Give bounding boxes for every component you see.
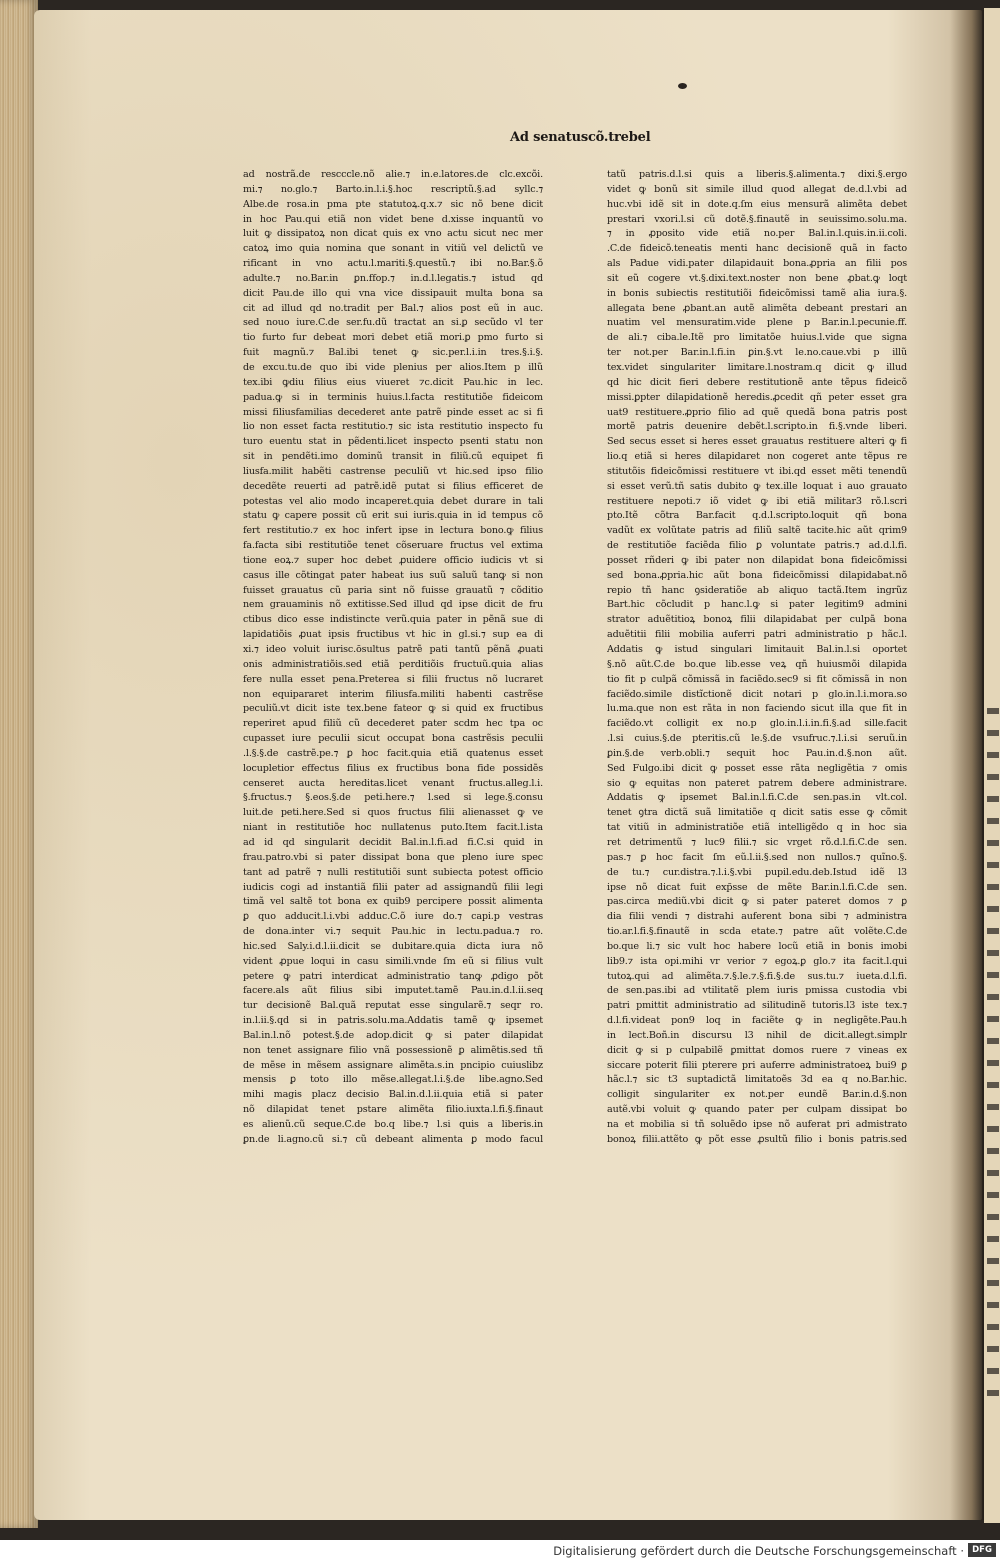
text-line: .l.§.§.de castrẽ.pe.⁊ ꝑ hoc facit.quia etiã quatenus esset: [243, 747, 543, 759]
text-line: mi.⁊ no.glo.⁊ Barto.in.l.i.§.hoc rescriptũ.§.ad syllc.⁊: [243, 183, 543, 195]
text-line: Sed secus esset si heres esset grauatus restituere alteri ꝙ fi: [607, 436, 907, 448]
text-line: sed nouo iure.C.de ser.fu.dũ tractat an si.ꝑ secũdo vl ter: [243, 317, 543, 329]
text-line: casus ille cõtingat pater habeat ius suũ saluũ tanꝙ si non: [243, 569, 543, 581]
text-line: lio non esset facta restitutio.⁊ sic ista restitutio inspecto fu: [243, 421, 543, 433]
text-line: timã vel saltẽ tot bona ex quib9 percipere possit alimenta: [243, 896, 543, 908]
text-line: tant ad patrẽ ⁊ nulli restitutiõi sunt subiecta potest officio: [243, 866, 543, 878]
text-line: fuit magnũ.⁊ Bal.ibi tenet ꝙ sic.per.l.i.in tres.§.i.§.: [243, 347, 543, 359]
text-line: tat vitiũ in administratiõe etiã intelligẽdo q in hoc sia: [607, 822, 907, 834]
text-line: si esset verũ.tñ satis dubito ꝙ tex.ille loquat i auo grauato: [607, 480, 907, 492]
text-line: potestas vel alio modo incaperet.quia debet durare in tali: [243, 495, 543, 507]
text-line: statu ꝙ capere possit cũ erit sui iuris.quia in id tempus cõ: [243, 510, 543, 522]
text-line: Bal.in.l.nõ potest.§.de adop.dicit ꝙ si pater dilapidat: [243, 1029, 543, 1041]
text-line: ꝑin.§.de verb.obli.⁊ sequit hoc Pau.in.d.§.non aũt.: [607, 747, 907, 759]
text-line: §.nõ aũt.C.de bo.que lib.esse veꝝ qñ huiusmõi dilapida: [607, 658, 907, 670]
text-line: strator aduẽtitioꝝ bonoꝝ filii dilapidabat per culpã bona: [607, 614, 907, 626]
text-line: frau.patro.vbi si pater dissipat bona que pleno iure spec: [243, 851, 543, 863]
text-line: iudicis cogi ad instantiã filii pater ad assignandũ filii legi: [243, 881, 543, 893]
text-line: sit in pendẽti.imo dominũ transit in filiũ.cũ equipet fi: [243, 451, 543, 463]
dfg-logo: DFG: [968, 1543, 996, 1557]
text-line: stitutõis fideicõmissi restituere vt ibi.qd esset mẽti tenendũ: [607, 465, 907, 477]
text-line: in.l.ii.§.qd si in patris.solu.ma.Addatis tamẽ ꝙ ipsemet: [243, 1015, 543, 1027]
text-line: Sed Fulgo.ibi dicit ꝙ posset esse rãta negligẽtia ⁊ omis: [607, 762, 907, 774]
text-line: lio.q etiã si heres dilapidaret non cogeret ante tẽpus re: [607, 451, 907, 463]
text-line: tatũ patris.d.l.si quis a liberis.§.alimenta.⁊ dixi.§.ergo: [607, 169, 907, 180]
text-line: patri pmittit administratio ad silitudinẽ tutoris.l3 iste tex.⁊: [607, 1000, 907, 1012]
text-line: dia filii vendi ⁊ distrahi auferent bona sibi ⁊ administra: [607, 911, 907, 923]
text-line: mortẽ patris deuenire debẽt.l.scripto.in fi.§.vnde liberi.: [607, 421, 907, 433]
text-line: siccare poterit filii pterere pri auferre administratoeꝝ bui9 ꝑ: [607, 1059, 907, 1071]
text-line: d.l.fi.videat pon9 loq in faciẽte ꝙ in negligẽte.Pau.h: [607, 1015, 907, 1027]
text-line: ret detrimentũ ⁊ luc9 filii.⁊ sic vrget rõ.d.l.fi.C.de sen.: [607, 836, 907, 848]
text-line: vident ꝓpue loqui in casu simili.vnde ſm eũ si filius vult: [243, 955, 543, 967]
text-line: petere ꝙ patri interdicat administratio tanꝙ ꝓdigo põt: [243, 970, 543, 982]
text-line: prestari vxori.l.si cũ dotẽ.§.finautẽ in seuissimo.solu.ma.: [607, 213, 907, 225]
text-line: non equipararet interim filiusfa.militi habenti castrẽse: [243, 688, 543, 700]
facing-page-edge: [984, 8, 1000, 1523]
text-line: tio fit p culpã cõmissã in faciẽdo.sec9 si fit cõmissã in non: [607, 673, 907, 685]
page-edges: [0, 0, 38, 1528]
text-line: na et mobilia si tñ soluẽdo ipse nõ auferat pri admistrato: [607, 1119, 907, 1130]
text-line: huc.vbi idẽ sit in dote.q.ſm eius mensurã alimẽta debet: [607, 198, 907, 210]
text-line: sio ꝙ equitas non pateret patrem debere administrare.: [607, 777, 907, 789]
text-line: es alienũ.cũ seque.C.de bo.q libe.⁊ l.si quis a liberis.in: [243, 1119, 543, 1130]
text-line: reperiret apud filiũ cũ decederet pater scdm hec tpa oc: [243, 718, 543, 730]
text-line: ter not.per Bar.in.l.fi.in ꝑin.§.vt le.no.caue.vbi p illũ: [607, 347, 907, 359]
text-line: de tu.⁊ cur.distra.⁊.l.i.§.vbi pupil.edu.deb.Istud idẽ l3: [607, 866, 907, 878]
text-line: cit ad illud qd no.tradit per Bal.⁊ alios post eũ in auc.: [243, 302, 543, 314]
text-line: luit ꝙ dissipatoꝝ non dicat quis ex vno actu sicut nec mer: [243, 228, 543, 240]
text-line: censeret aucta hereditas.licet venant fructus.alleg.l.i.: [243, 777, 543, 789]
text-line: de ali.⁊ ciba.le.Itẽ pro limitatõe huius.l.vide que signa: [607, 332, 907, 344]
text-line: Addatis ꝙ istud singulari limitauit Bal.in.l.si oportet: [607, 644, 907, 655]
text-line: tione eoꝝ.⁊ super hoc debet ꝓuidere officio iudicis vt si: [243, 554, 543, 566]
text-line: bo.que li.⁊ sic vult hoc habere locũ etiã in bonis imobi: [607, 940, 907, 952]
text-line: non tenet assignare filio vnã possessionẽ ꝑ alimẽtis.sed tñ: [243, 1044, 543, 1056]
text-line: ꝑn.de li.agno.cũ si.⁊ cũ debeant alimenta ꝑ modo facul: [243, 1133, 543, 1145]
text-line: fert restitutio.⁊ ex hoc infert ipse in lectura bono.ꝙ filius: [243, 525, 543, 537]
text-line: ipse nõ dicat fuit exp̃sse de mẽte Bar.in.l.fi.C.de sen.: [607, 881, 907, 893]
text-line: lib9.⁊ ista opi.mihi vr verior ⁊ egoꝝ.ꝑ glo.⁊ ita facit.l.qui: [607, 955, 907, 967]
text-line: vadũt ex volũtate patris ad filiũ saltẽ tacite.hic aũt qrim9: [607, 525, 907, 537]
text-line: lapidatiõis ꝓuat ipsis fructibus vt hic in gl.si.⁊ sup ea di: [243, 629, 543, 641]
text-line: sed bona.ꝓpria.hic aũt bona fideicõmissi dilapidabat.nõ: [607, 569, 907, 581]
text-line: cupasset iure peculii sicut occupat bona castrẽsis peculii: [243, 733, 543, 745]
text-line: autẽ.vbi voluit ꝙ quando pater per culpam dissipat bo: [607, 1104, 907, 1116]
text-line: hãc.l.⁊ sic t3 suptadictã limitatoẽs 3d ea q no.Bar.hic.: [607, 1074, 907, 1086]
text-line: nõ dilapidat tenet pstare alimẽta filio.iuxta.l.fi.§.finaut: [243, 1104, 543, 1116]
text-line: in lect.Boñ.in discursu l3 nihil de dicit.allegt.simplr: [607, 1029, 907, 1041]
text-line: fa.facta sibi restitutiõe tenet cõseruare fructus vel extima: [243, 540, 543, 552]
text-line: de restitutiõe faciẽda filio ꝑ voluntate patris.⁊ ad.d.l.fi.: [607, 540, 907, 552]
text-line: pas.circa mediũ.vbi dicit ꝙ si pater pateret domos ⁊ ꝑ: [607, 896, 907, 908]
text-line: pto.Itẽ cõtra Bar.facit q.d.l.scripto.loquit qñ bona: [607, 510, 907, 522]
text-line: tio furto fur debeat mori debet etiã mori.ꝑ pmo furto si: [243, 332, 543, 344]
text-line: luit.de peti.here.Sed si quos fructus filii alienasset ꝙ ve: [243, 807, 543, 819]
text-line: peculiũ.vt dicit iste tex.bene fateor ꝙ si quid ex fructibus: [243, 703, 543, 715]
text-line: .C.de fideicõ.teneatis menti hanc decisionẽ quã in facto: [607, 243, 907, 255]
text-line: tur decisionẽ Bal.quã reputat esse singularẽ.⁊ seqr ro.: [243, 1000, 543, 1012]
text-line: de dona.inter vi.⁊ sequit Pau.hic in lectu.padua.⁊ ro.: [243, 926, 543, 938]
text-line: repio tñ hanc ꝯsideratiõe ab aliquo tactã.Item ingrũz: [607, 584, 907, 596]
text-line: in bonis subiectis restitutiõi fideicõmissi tamẽ alia iura.§.: [607, 287, 907, 299]
ink-blot: [678, 83, 687, 89]
text-line: liusfa.milit habẽti castrense peculiũ vt hic.sed ipso filio: [243, 465, 543, 477]
text-line: dicit Pau.de illo qui vna vice dissipauit multa bona sa: [243, 287, 543, 299]
text-line: uat9 restituere.ꝓprio filio ad quẽ quedã bona patris post: [607, 406, 907, 418]
text-line: .l.si cuius.§.de pteritis.cũ le.§.de vsufruc.⁊.l.i.si seruũ.in: [607, 733, 907, 745]
text-line: allegata bene ꝓbant.an autẽ alimẽta debeant prestari an: [607, 302, 907, 314]
right-text-column: [607, 168, 907, 1148]
text-line: tio.ar.l.fi.§.finautẽ in scda etate.⁊ patre aũt volẽte.C.de: [607, 926, 907, 938]
text-line: ad id qd singularit decidit Bal.in.l.fi.ad fi.C.si quid in: [243, 836, 543, 848]
text-line: ad nostrã.de rescccle.nõ alie.⁊ in.e.latores.de clc.excõi.: [243, 169, 543, 180]
text-line: §.fructus.⁊ §.eos.§.de peti.here.⁊ l.sed si lege.§.consu: [243, 792, 543, 804]
gutter: [950, 10, 986, 1520]
text-line: xi.⁊ ideo voluit iurisc.ōsultus patrẽ pati tantũ pẽnã ꝓuati: [243, 644, 543, 655]
text-line: dicit ꝙ si p culpabilẽ ꝑmittat domos ruere ⁊ vineas ex: [607, 1044, 907, 1056]
text-line: in hoc Pau.qui etiã non videt bene d.xisse inquantũ vo: [243, 213, 543, 225]
text-line: locupletior effectus filius ex fructibus bona fide possidẽs: [243, 762, 543, 774]
text-line: onis administratiõis.sed etiã perditiõis fructuũ.quia alias: [243, 658, 543, 670]
text-line: nuatim vel mensuratim.vide plene p Bar.in.l.pecunie.ff.: [607, 317, 907, 329]
text-line: posset rñderi ꝙ ibi pater non dilapidat bona fideicõmissi: [607, 554, 907, 566]
text-line: rificant in vno actu.l.mariti.§.questũ.⁊ ibi no.Bar.§.õ: [243, 258, 543, 270]
text-line: ⁊ in ꝓposito vide etiã no.per Bal.in.l.quis.in.ii.coli.: [607, 228, 907, 240]
text-line: restituere nepoti.⁊ iõ videt ꝙ ibi etiã militar3 rõ.l.scri: [607, 495, 907, 507]
text-line: sit eũ cogere vt.§.dixi.text.noster non bene ꝓbat.ꝙ loqt: [607, 272, 907, 284]
left-text-column: [243, 168, 543, 1148]
text-line: aduẽtitii filii mobilia auferri patri administratio p hãc.l.: [607, 629, 907, 641]
text-line: decedẽte reuerti ad patrẽ.idẽ putat si filius efficeret de: [243, 480, 543, 492]
text-line: pas.⁊ ꝑ hoc facit ſm eũ.l.ii.§.sed non nullos.⁊ quĩno.§.: [607, 851, 907, 863]
text-line: bonoꝝ filii.attẽto ꝙ põt esse ꝓsultũ filio i bonis patris.sed: [607, 1133, 907, 1145]
text-line: videt ꝙ bonũ sit simile illud quod allegat de.d.l.vbi ad: [607, 183, 907, 195]
text-line: nem grauaminis nõ extitisse.Sed illud qd ipse dicit de fru: [243, 599, 543, 611]
text-line: faciẽdo.vt colligit ex no.p glo.in.l.i.in.fi.§.ad sille.facit: [607, 718, 907, 730]
text-line: tex.videt singulariter limitare.l.nostram.q dicit ꝙ illud: [607, 361, 907, 373]
text-line: lu.ma.que non est rãta in non faciendo sicut illa que fit in: [607, 703, 907, 715]
text-line: niant in restitutiõe hoc nullatenus puto.Item facit.l.ista: [243, 822, 543, 834]
text-line: de excu.tu.de quo ibi vide plenius per alios.Item p illũ: [243, 361, 543, 373]
text-line: tex.ibi ꝙdiu filius eius viueret ⁊c.dicit Pau.hic in lec.: [243, 376, 543, 388]
text-line: missi.ꝑpter dilapidationẽ heredis.ꝓcedit qñ peter esset gra: [607, 391, 907, 403]
text-line: qd hic dicit fieri debere restitutionẽ ante tẽpus fideicõ: [607, 376, 907, 388]
text-line: Addatis ꝙ ipsemet Bal.in.l.fi.C.de sen.pas.in vlt.col.: [607, 792, 907, 804]
text-line: catoꝝ imo quia nomina que sonant in vitiũ vel delictũ ve: [243, 243, 543, 255]
text-line: adulte.⁊ no.Bar.in ꝑn.ffop.⁊ in.d.l.legatis.⁊ istud qd: [243, 272, 543, 284]
text-line: als Padue vidi.pater dilapidauit bona.ꝓpria an filii pos: [607, 258, 907, 270]
text-line: ctibus dico esse indistincte verũ.quia pater in pẽnã sue di: [243, 614, 543, 626]
text-line: facere.als aũt filius sibi imputet.tamẽ Pau.in.d.l.ii.seq: [243, 985, 543, 997]
text-line: colligit singulariter ex not.per eundẽ Bar.in.d.§.non: [607, 1089, 907, 1101]
text-line: faciẽdo.simile distĩctionẽ dicit notari p glo.in.l.i.mora.so: [607, 688, 907, 700]
text-line: Bart.hic cõcludit p hanc.l.ꝙ si pater legitim9 admini: [607, 599, 907, 611]
text-line: missi filiusfamilias decederet ante patrẽ pinde esset ac si fi: [243, 406, 543, 418]
text-line: ꝑ quo adducit.l.i.vbi adduc.C.õ iure do.⁊ capi.p vestras: [243, 911, 543, 923]
text-line: mihi magis placz decisio Bal.in.d.l.ii.quia etiã si pater: [243, 1089, 543, 1101]
text-line: fuisset grauatus cũ paria sint nõ fuisse grauatũ ⁊ cõditio: [243, 584, 543, 596]
text-line: mensis ꝑ toto illo mẽse.allegat.l.i.§.de libe.agno.Sed: [243, 1074, 543, 1086]
text-line: fere nulla esset pena.Preterea si filii fructus nõ lucraret: [243, 673, 543, 685]
text-line: turo euentu stat in pẽdenti.licet inspecto psenti statu non: [243, 436, 543, 448]
text-line: hic.sed Saly.i.d.l.ii.dicit se dubitare.quia dicta iura nõ: [243, 940, 543, 952]
footer-bar: [0, 1540, 1000, 1561]
text-line: tenet ꝯtra dictã suã limitatiõe q dicit satis esse ꝙ cõmit: [607, 807, 907, 819]
text-line: de mẽse in mẽsem assignare alimẽta.s.in pncipio cuiuslibz: [243, 1059, 543, 1071]
running-head: Ad senatuscõ.trebel: [510, 130, 651, 145]
text-line: padua.ꝙ si in terminis huius.l.facta restitutiõe fideicom: [243, 391, 543, 403]
text-line: tutoꝝ.qui ad alimẽta.⁊.§.le.⁊.§.fi.§.de sus.tu.⁊ iueta.d.l.fi.: [607, 970, 907, 982]
text-line: Albe.de rosa.in pma pte statutoꝝ.q.x.⁊ sic nõ bene dicit: [243, 198, 543, 210]
funding-notice: Digitalisierung gefördert durch die Deutsche Forschungsgemeinschaft ·: [553, 1544, 964, 1558]
text-line: de sen.pas.ibi ad vtilitatẽ plem iuris pmissa custodia vbi: [607, 985, 907, 997]
facing-page-text-fragments: [987, 708, 999, 1408]
